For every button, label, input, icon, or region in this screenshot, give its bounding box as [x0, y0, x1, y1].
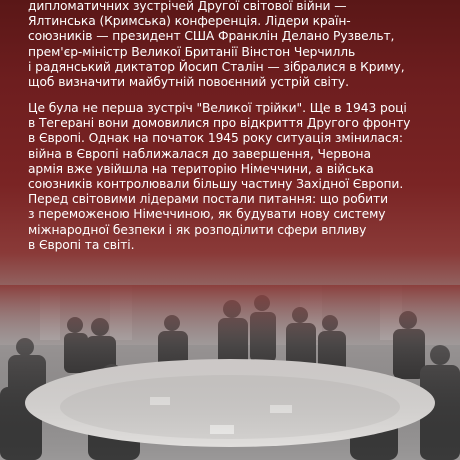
text-line: з переможеною Німеччиною, як будувати нову систему — [28, 207, 386, 222]
conference-photo — [0, 285, 460, 460]
text-line: в Європі та світі. — [28, 237, 135, 252]
text-line: Це була не перша зустріч "Великої трійки". Ще в 1943 році — [28, 101, 407, 115]
text-line: армія вже увійшла на територію Німеччини, а війська — [28, 161, 374, 176]
text-line: війна в Європі наближалася до завершення, Червона — [28, 146, 371, 161]
text-line: прем'єр-міністр Великої Британії Вінстон Черчилль — [28, 44, 356, 59]
text-line: союзників — президент США Франклін Делано Рузвельт, — [28, 29, 395, 44]
text-line: і радянський диктатор Йосип Сталін — зібралися в Криму, — [28, 59, 405, 74]
paragraph-big-three — [28, 101, 443, 253]
text-line: щоб визначити майбутній повоєнний устрій світу. — [28, 75, 349, 90]
text-line: союзників контролювали більшу частину Західної Європи. — [28, 177, 404, 192]
text-line: дипломатичних зустрічей Другої світової війни — — [28, 0, 347, 13]
text-line: Ялтинська (Кримська) конференція. Лідери країн- — [28, 14, 351, 29]
text-line: міжнародної безпеки і як розподілити сфери впливу — [28, 222, 367, 237]
text-line: в Європі. Однак на початок 1945 року ситуація змінилася: — [28, 131, 403, 146]
text-line: Перед світовими лідерами постали питання: що робити — [28, 192, 389, 207]
text-line: в Тегерані вони домовилися про відкриття Другого фронту — [28, 116, 411, 131]
paragraph-yalta-intro — [28, 0, 443, 90]
